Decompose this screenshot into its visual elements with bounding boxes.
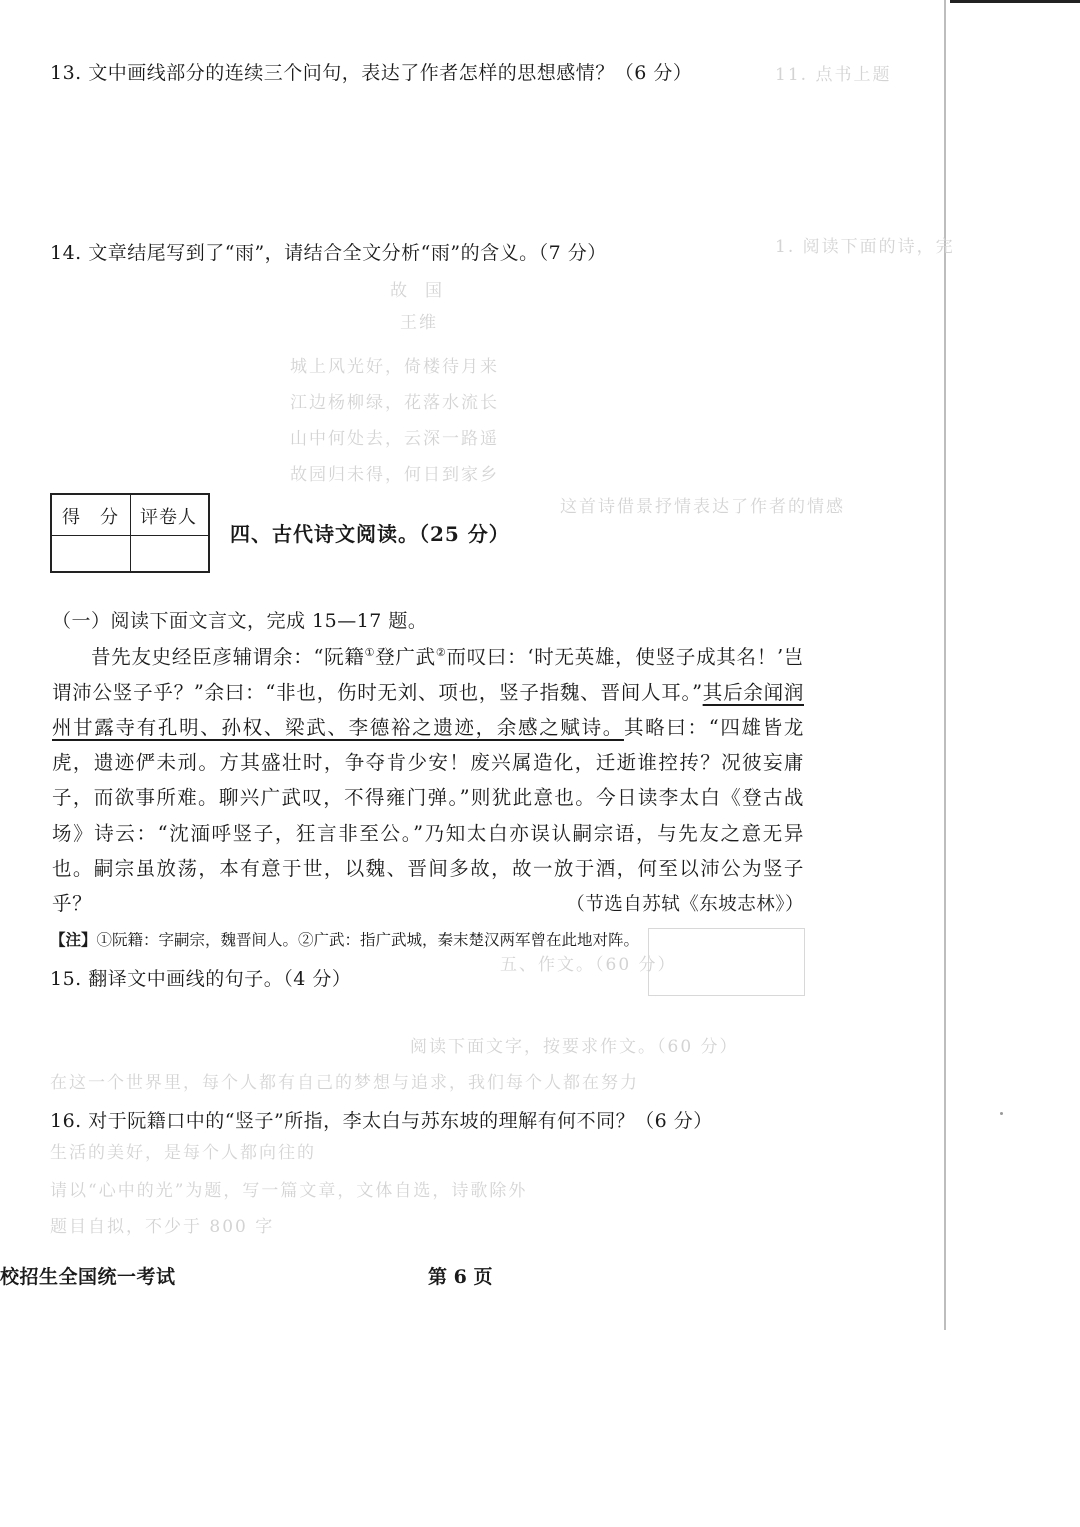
bleed-through-text: 题目自拟，不少于 800 字 (50, 1217, 275, 1237)
score-box-divider (130, 495, 131, 571)
bleed-through-text: 故国 (390, 281, 460, 301)
bleed-through-text: 在这一个世界里，每个人都有自己的梦想与追求，我们每个人都在努力 (50, 1073, 639, 1093)
footnote-ref-1: ① (364, 646, 376, 659)
passage-text: 其略曰：“四雄皆龙虎，遗迹俨未刓。方其盛壮时，争夺肯少安！废兴属造化，迁逝谁控抟？况彼妄庸子，而欲事所难。聊兴广武叹，不得雍门弹。”则犹此意也。今日读李太白《登古战场》诗云：“沈湎呼竖子，狂言非至公。”乃知太白亦误认嗣宗语，与先友之意无异也。嗣宗虽放荡，本有意于世，以魏、晋间多故，故一放于酒，何至以沛公为竖子乎？ (52, 715, 805, 915)
bleed-through-text: 生活的美好，是每个人都向往的 (50, 1143, 316, 1163)
footnote-label: 【注】 (50, 930, 97, 949)
bleed-through-text: 这首诗借景抒情表达了作者的情感 (560, 497, 845, 517)
score-label: 得 分 (62, 507, 119, 528)
bleed-through-text: 请以“心中的光”为题，写一篇文章，文体自选，诗歌除外 (50, 1181, 528, 1201)
question-15: 15. 翻译文中画线的句子。（4 分） (50, 968, 352, 990)
section-title: 四、古代诗文阅读。（25 分） (230, 522, 510, 546)
bleed-through-text: 11. 点书上题 (775, 65, 892, 85)
scan-speck (1000, 1112, 1003, 1115)
bleed-through-text: 江边杨柳绿，花落水流长 (290, 393, 499, 413)
bleed-through-text: 山中何处去，云深一路遥 (290, 429, 499, 449)
page-edge-bar (950, 0, 1080, 3)
passage-source: （节选自苏轼《东坡志林》） (566, 894, 804, 915)
passage-text: 昔先友史经臣彦辅谓余：“阮籍 (91, 645, 365, 669)
passage-text: 而叹曰：‘时无英雄，使竖子成其名！’岂谓沛公竖子乎？”余曰：“非也，伤时无刘、项也，竖子指魏、晋间人耳。” (52, 645, 804, 704)
bleed-through-text: 故园归未得，何日到家乡 (290, 465, 499, 485)
footnote (50, 928, 639, 950)
footnote-text: ①阮籍：字嗣宗，魏晋间人。②广武：指广武城，秦末楚汉两军曾在此地对阵。 (96, 931, 640, 949)
page-fold-line (944, 0, 946, 1330)
page-number: 第 6 页 (428, 1266, 493, 1288)
passage-text: 登广武 (375, 645, 436, 669)
question-13: 13. 文中画线部分的连续三个问句，表达了作者怎样的思想感情？（6 分） (50, 62, 693, 84)
score-box (50, 493, 210, 573)
passage-body (52, 635, 804, 921)
bleed-through-text: 阅读下面文字，按要求作文。（60 分） (410, 1037, 739, 1057)
question-14: 14. 文章结尾写到了“雨”，请结合全文分析“雨”的含义。（7 分） (50, 242, 607, 264)
question-16: 16. 对于阮籍口中的“竖子”所指，李太白与苏东坡的理解有何不同？（6 分） (50, 1110, 713, 1132)
bleed-through-text: 城上风光好，倚楼待月来 (290, 357, 499, 377)
grader-label: 评卷人 (140, 507, 197, 528)
bleed-through-text: 五、作文。（60 分） (500, 955, 677, 975)
underlined-sentence: 其后余闻润州甘露寺有孔明、孙权、梁武、李德裕之遗迹，余感之赋诗。 (52, 680, 804, 739)
bleed-through-text: 王维 (400, 313, 438, 333)
passage-intro: （一）阅读下面文言文，完成 15—17 题。 (52, 610, 428, 632)
footnote-ref-2: ② (435, 646, 447, 659)
footer-exam-name: 校招生全国统一考试 (0, 1266, 176, 1288)
bleed-through-text: 1. 阅读下面的诗，完 (775, 237, 955, 257)
